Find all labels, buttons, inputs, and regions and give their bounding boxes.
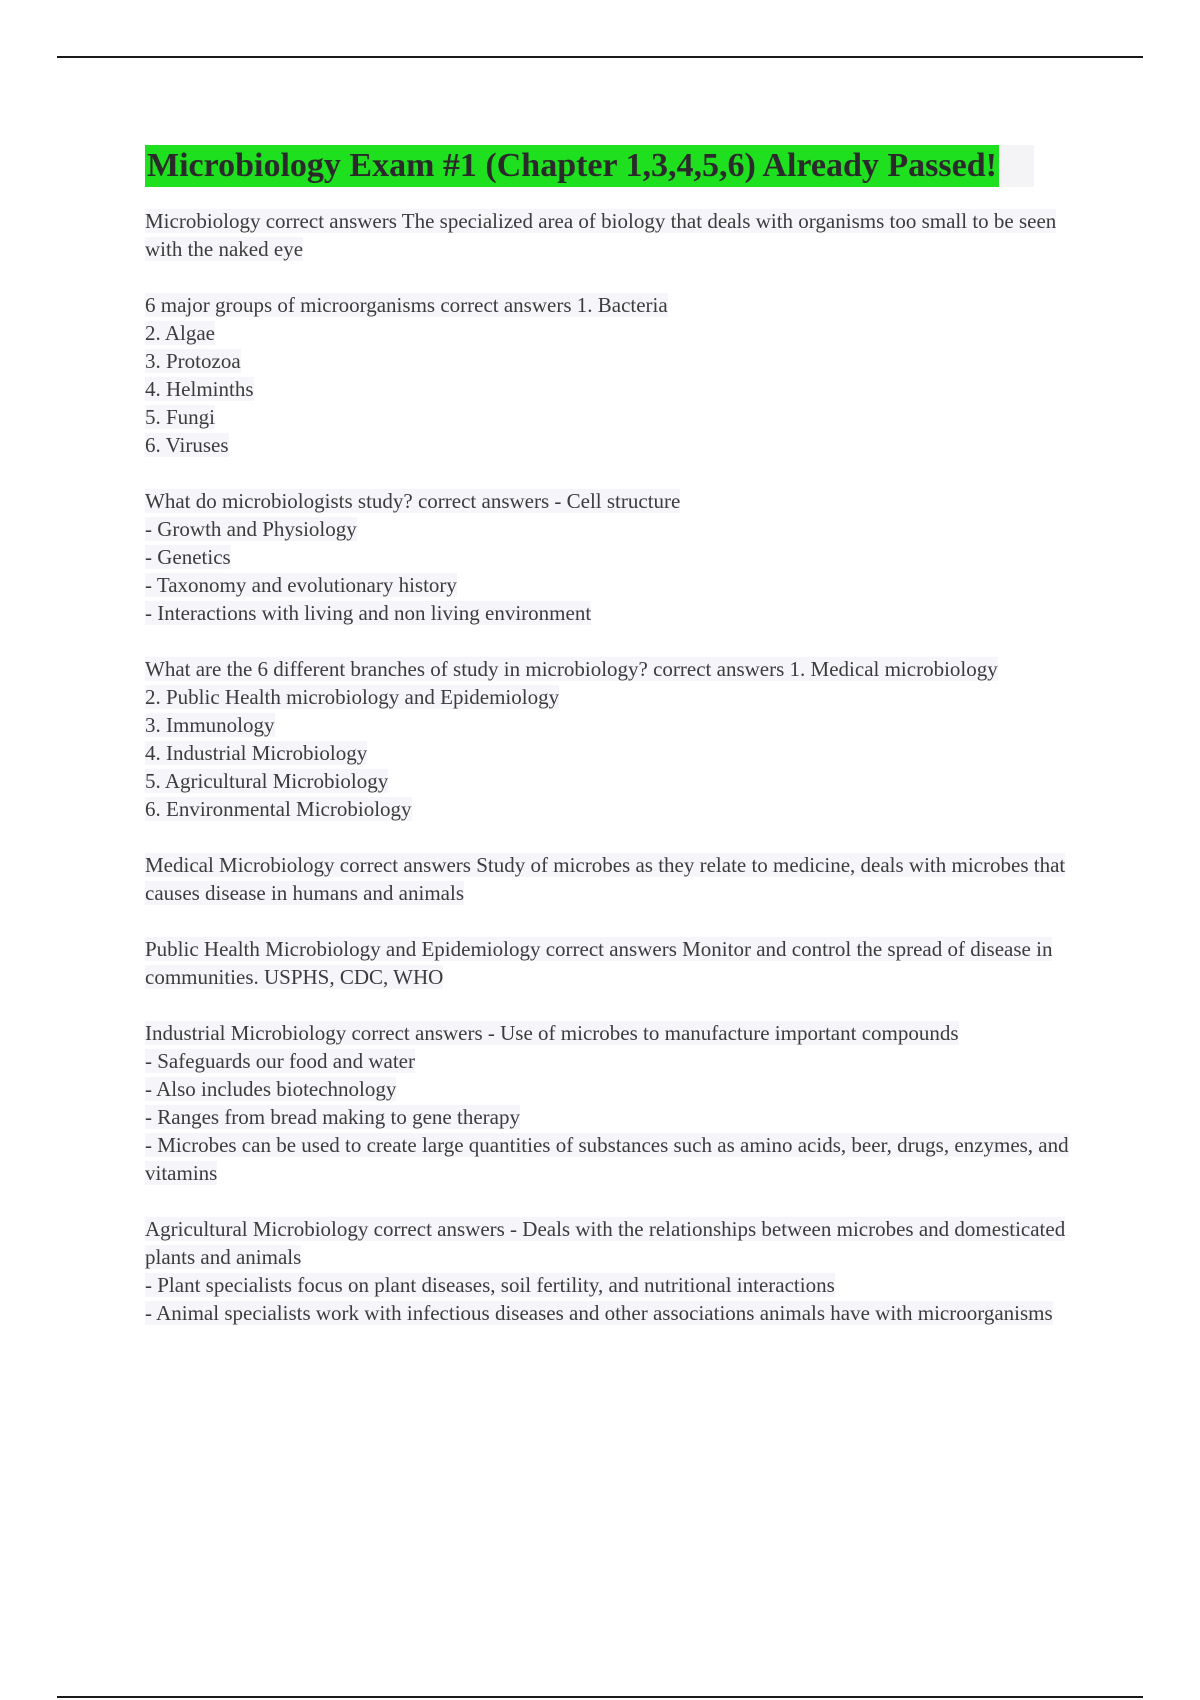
qa-block [145, 935, 1090, 991]
qa-answer-line [145, 403, 1090, 431]
line-text: 2. Algae [145, 321, 215, 345]
line-text: 3. Protozoa [145, 349, 241, 373]
qa-block [145, 1019, 1090, 1187]
qa-question-line [145, 1019, 1090, 1047]
line-text: 5. Agricultural Microbiology [145, 769, 389, 793]
qa-question-line [145, 487, 1090, 515]
qa-answer-line [145, 599, 1090, 627]
line-text: - Taxonomy and evolutionary history [145, 573, 457, 597]
line-text: What do microbiologists study? correct answers - Cell structure [145, 489, 681, 513]
line-text: - Animal specialists work with infectious diseases and other associations animals have with microorganisms [145, 1301, 1053, 1325]
line-text: - Also includes biotechnology [145, 1077, 397, 1101]
line-text: - Growth and Physiology [145, 517, 357, 541]
qa-question-line [145, 935, 1090, 991]
qa-question-line [145, 291, 1090, 319]
line-text: Microbiology correct answers The specialized area of biology that deals with organisms too small to be seen with the naked eye [145, 209, 1057, 261]
qa-question-line [145, 207, 1090, 263]
line-text: 6. Environmental Microbiology [145, 797, 412, 821]
qa-answer-line [145, 1131, 1090, 1187]
line-text: Medical Microbiology correct answers Study of microbes as they relate to medicine, deals with microbes that causes disease in humans and animals [145, 853, 1066, 905]
qa-answer-line [145, 767, 1090, 795]
title-bar [145, 145, 1034, 187]
qa-answer-line [145, 319, 1090, 347]
line-text: - Plant specialists focus on plant diseases, soil fertility, and nutritional interactions [145, 1273, 835, 1297]
line-text: 4. Helminths [145, 377, 254, 401]
qa-question-line [145, 655, 1090, 683]
qa-answer-line [145, 1299, 1090, 1327]
qa-answer-line [145, 795, 1090, 823]
top-rule [57, 56, 1143, 58]
qa-answer-line [145, 711, 1090, 739]
document-title: Microbiology Exam #1 (Chapter 1,3,4,5,6) Already Passed! [145, 145, 999, 187]
line-text: - Safeguards our food and water [145, 1049, 415, 1073]
line-text: 2. Public Health microbiology and Epidemiology [145, 685, 560, 709]
line-text: 5. Fungi [145, 405, 216, 429]
line-text: - Interactions with living and non living environment [145, 601, 592, 625]
qa-block [145, 487, 1090, 627]
qa-answer-line [145, 1047, 1090, 1075]
qa-answer-line [145, 1075, 1090, 1103]
qa-answer-line [145, 739, 1090, 767]
document-body [145, 145, 1090, 1355]
line-text: Public Health Microbiology and Epidemiology correct answers Monitor and control the spread of disease in communities. USPHS, CDC, WHO [145, 937, 1053, 989]
qa-question-line [145, 1215, 1090, 1271]
qa-question-line [145, 851, 1090, 907]
line-text: Agricultural Microbiology correct answers - Deals with the relationships between microbes and domesticated plants and animals [145, 1217, 1066, 1269]
qa-block [145, 655, 1090, 823]
qa-answer-line [145, 375, 1090, 403]
qa-answer-line [145, 347, 1090, 375]
line-text: What are the 6 different branches of study in microbiology? correct answers 1. Medical microbiology [145, 657, 998, 681]
qa-answer-line [145, 571, 1090, 599]
qa-block [145, 851, 1090, 907]
line-text: - Genetics [145, 545, 231, 569]
qa-answer-line [145, 683, 1090, 711]
qa-block [145, 207, 1090, 263]
qa-block [145, 1215, 1090, 1327]
qa-answer-line [145, 431, 1090, 459]
line-text: 6. Viruses [145, 433, 229, 457]
qa-answer-line [145, 1271, 1090, 1299]
line-text: 6 major groups of microorganisms correct answers 1. Bacteria [145, 293, 668, 317]
line-text: 3. Immunology [145, 713, 275, 737]
qa-sections [145, 207, 1090, 1327]
line-text: Industrial Microbiology correct answers - Use of microbes to manufacture important compounds [145, 1021, 959, 1045]
qa-block [145, 291, 1090, 459]
line-text: - Ranges from bread making to gene therapy [145, 1105, 520, 1129]
qa-answer-line [145, 543, 1090, 571]
qa-answer-line [145, 515, 1090, 543]
qa-answer-line [145, 1103, 1090, 1131]
bottom-rule [57, 1696, 1143, 1698]
line-text: 4. Industrial Microbiology [145, 741, 368, 765]
line-text: - Microbes can be used to create large quantities of substances such as amino acids, beer, drugs, enzymes, and vitamins [145, 1133, 1069, 1185]
